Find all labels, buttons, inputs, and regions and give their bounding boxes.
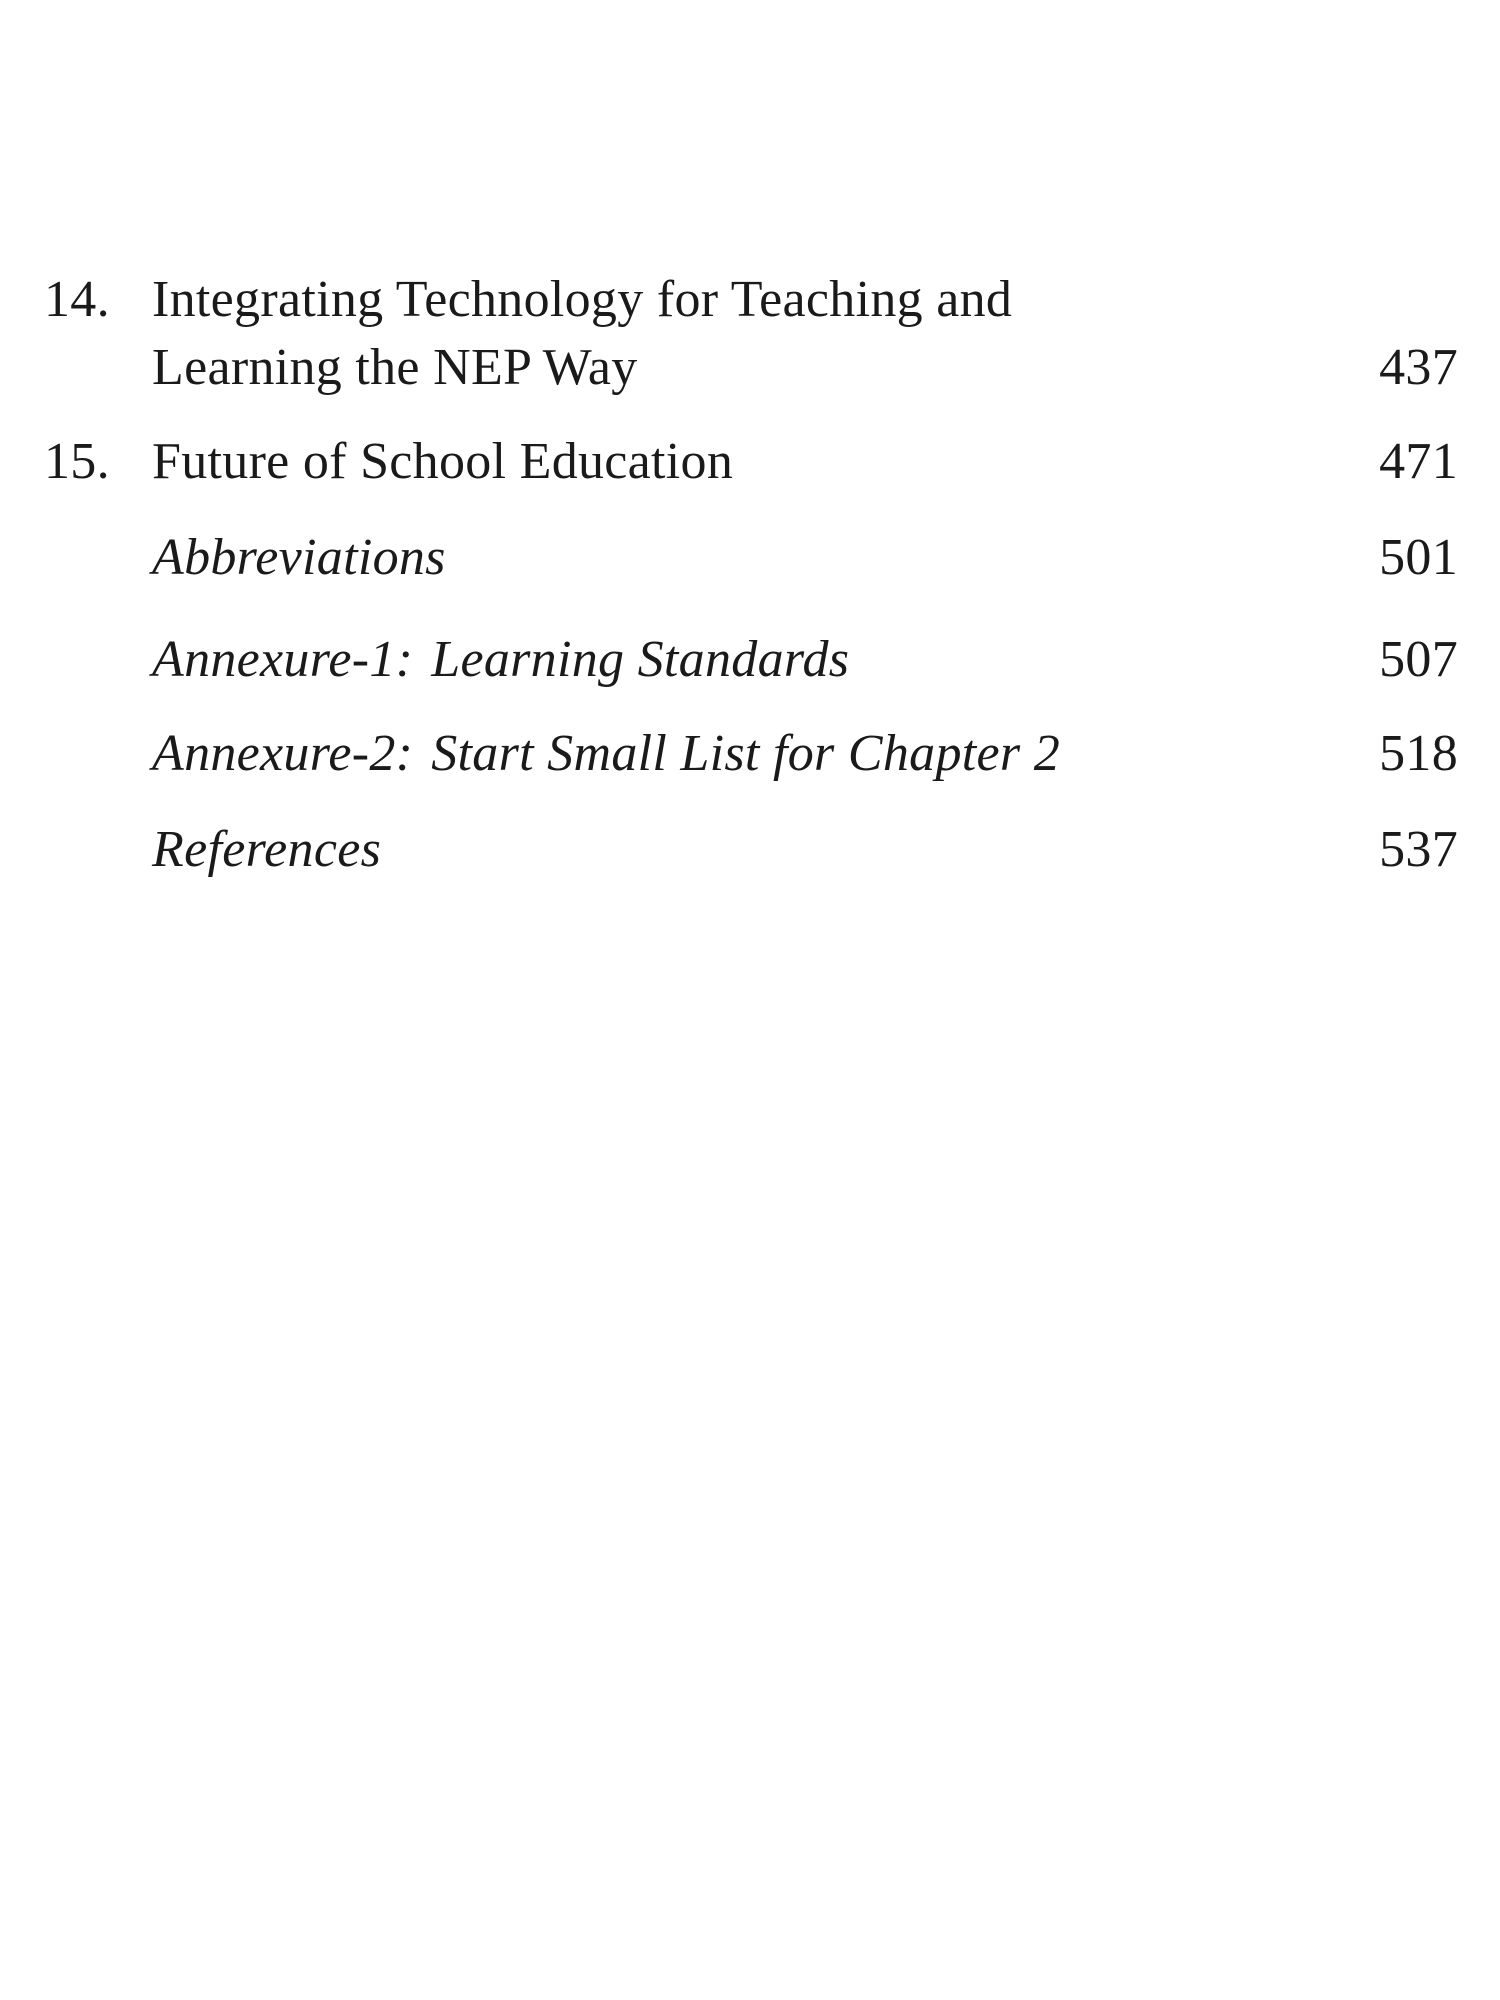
chapter-number: 15.: [44, 433, 110, 490]
chapter-title: Future of School Education: [152, 433, 734, 490]
page-number: 507: [1379, 631, 1458, 688]
page-number: 501: [1379, 529, 1458, 586]
page-number: 518: [1379, 725, 1458, 782]
chapter-title-line-2: Learning the NEP Way: [152, 339, 638, 396]
chapter-title-line-1: Integrating Technology for Teaching and: [152, 271, 1013, 328]
section-title: Abbreviations: [152, 529, 446, 586]
page-number: 437: [1379, 339, 1458, 396]
annexure-title: Learning Standards: [431, 631, 850, 688]
page-number: 471: [1379, 433, 1458, 490]
annexure-label: Annexure-1:: [152, 631, 414, 688]
chapter-number: 14.: [44, 271, 110, 328]
page-number: 537: [1379, 821, 1458, 878]
annexure-title-line: [152, 630, 849, 690]
annexure-title: Start Small List for Chapter 2: [431, 725, 1061, 782]
annexure-label: Annexure-2:: [152, 725, 414, 782]
section-title: References: [152, 821, 382, 878]
annexure-title-line: [152, 724, 1060, 784]
